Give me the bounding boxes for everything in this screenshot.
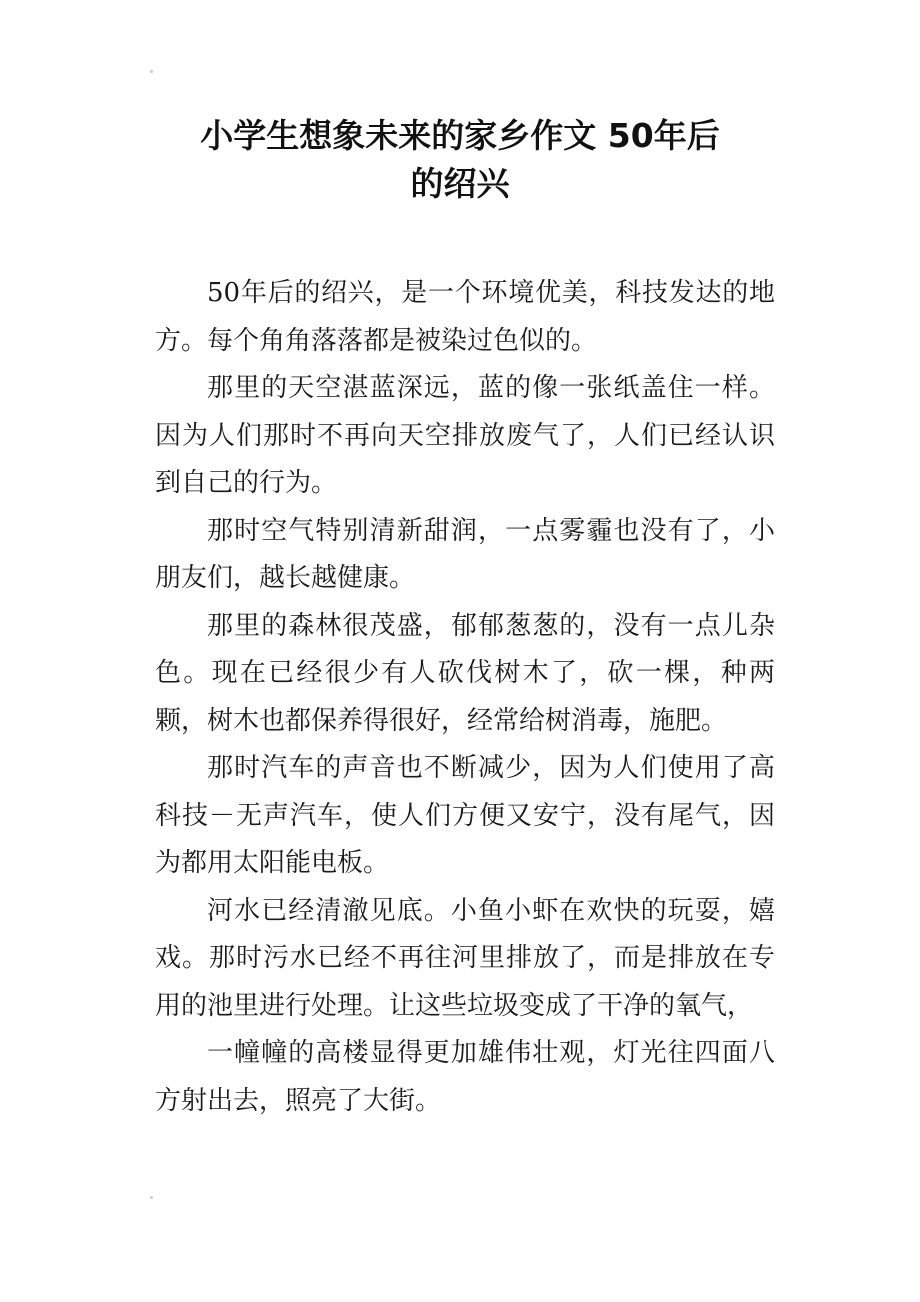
paragraph: 河水已经清澈见底。小鱼小虾在欢快的玩耍，嬉戏。那时污水已经不再往河里排放了，而是排放在专用的池里进行处理。让这些垃圾变成了干净的氧气， <box>155 895 775 1021</box>
document-title-line2: 的绍兴 <box>410 164 510 203</box>
paragraph: 那里的森林很茂盛，郁郁葱葱的，没有一点儿杂色。现在已经很少有人砍伐树木了，砍一棵，种两颗，树木也都保养得很好，经常给树消毒，施肥。 <box>155 610 775 736</box>
paragraph: 那时空气特别清新甜润，一点雾霾也没有了，小朋友们，越长越健康。 <box>155 515 775 593</box>
article-body <box>155 270 775 1125</box>
scan-speck <box>150 1196 153 1199</box>
paragraph: 那里的天空湛蓝深远，蓝的像一张纸盖住一样。因为人们那时不再向天空排放废气了，人们已经认识到自己的行为。 <box>155 373 775 498</box>
paragraph: 50年后的绍兴，是一个环境优美，科技发达的地方。每个角角落落都是被染过色似的。 <box>155 278 775 356</box>
scan-speck <box>150 70 153 73</box>
paragraph: 那时汽车的声音也不断减少，因为人们使用了高科技－无声汽车，使人们方便又安宁，没有尾气，因为都用太阳能电板。 <box>155 753 775 878</box>
paragraph: 一幢幢的高楼显得更加雄伟壮观，灯光往四面八方射出去，照亮了大街。 <box>155 1038 775 1116</box>
document-title-line1: 小学生想象未来的家乡作文 50年后 <box>200 116 720 155</box>
